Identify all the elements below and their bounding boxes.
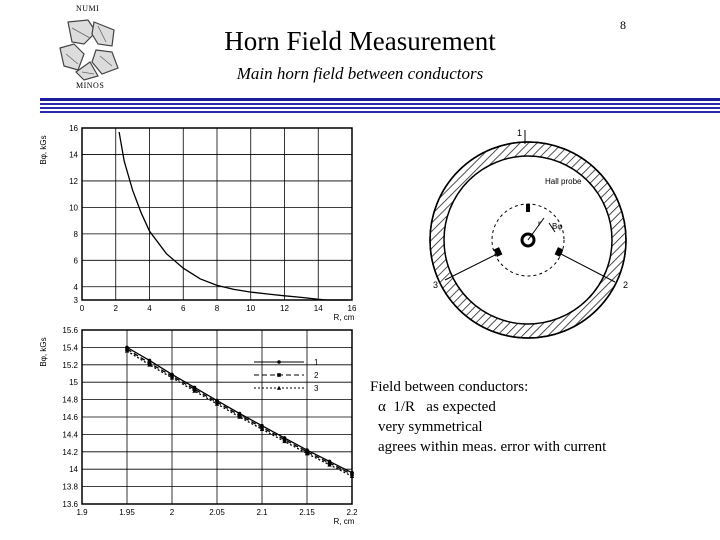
- field-vs-radius-chart: [34, 118, 364, 324]
- divider-bar: [40, 98, 720, 101]
- x-tick-label: 0: [79, 304, 85, 313]
- y-tick-label: 14.4: [62, 430, 78, 440]
- y-tick-label: 13.8: [62, 482, 78, 492]
- x-tick-label: 2.1: [256, 508, 268, 517]
- notes-line-1: α 1/R as expected: [378, 399, 496, 415]
- legend-marker: [277, 360, 281, 364]
- radius-label: r: [538, 219, 541, 228]
- x-tick-label: 6: [181, 304, 186, 313]
- hall-probe-label: Hall probe: [545, 177, 582, 186]
- x-tick-label: 10: [246, 304, 256, 313]
- notes-block: [370, 377, 606, 457]
- slide-title: Horn Field Measurement: [224, 26, 496, 56]
- numi-label: NUMI: [76, 4, 100, 13]
- notes-line-3: agrees within meas. error with current: [378, 439, 607, 455]
- port-3-label: 3: [433, 280, 439, 290]
- x-tick-label: 12: [280, 304, 289, 313]
- legend-label: 1: [314, 358, 319, 367]
- x-tick-label: 1.95: [119, 508, 135, 517]
- x-tick-label: 2.15: [299, 508, 315, 517]
- minos-label: MINOS: [76, 81, 105, 90]
- legend-label: 2: [314, 371, 319, 380]
- x-axis-label: R, cm: [333, 313, 355, 322]
- x-tick-label: 2: [169, 508, 175, 517]
- x-tick-label: 2.2: [346, 508, 358, 517]
- y-tick-label: 14.2: [62, 447, 78, 457]
- x-tick-label: 14: [313, 304, 323, 313]
- y-tick-label: 6: [73, 256, 78, 266]
- y-tick-label: 14: [69, 150, 78, 160]
- y-tick-label: 14: [69, 465, 78, 475]
- y-tick-label: 10: [69, 203, 78, 213]
- x-tick-label: 2.05: [209, 508, 225, 517]
- y-tick-label: 15.6: [62, 326, 78, 335]
- x-tick-label: 16: [347, 304, 357, 313]
- y-tick-label: 15.4: [62, 343, 78, 353]
- field-zoom-chart: [34, 320, 364, 530]
- x-tick-label: 4: [147, 304, 152, 313]
- y-axis-label: Bφ, kGs: [39, 135, 48, 165]
- y-tick-label: 14.6: [62, 413, 78, 422]
- port-2-label: 2: [623, 280, 629, 290]
- x-tick-label: 1.9: [76, 508, 88, 517]
- x-tick-label: 8: [214, 304, 220, 313]
- y-axis-label: Bφ, kGs: [39, 337, 48, 367]
- slide-subtitle: Main horn field between conductors: [236, 64, 484, 83]
- field-label: Bφ: [552, 222, 563, 231]
- divider-bar: [40, 103, 720, 105]
- y-tick-label: 15.2: [62, 360, 78, 370]
- divider-bar: [40, 107, 720, 109]
- notes-heading: Field between conductors:: [370, 379, 529, 395]
- slide-number: 8: [620, 18, 626, 32]
- y-tick-label: 15: [69, 378, 78, 388]
- y-tick-label: 13.6: [62, 500, 78, 509]
- horn-cross-section-diagram: [405, 120, 650, 340]
- x-tick-label: 2: [113, 304, 118, 313]
- header-divider-bars: [40, 98, 720, 118]
- y-tick-label: 12: [69, 176, 78, 186]
- divider-bar: [40, 111, 720, 113]
- y-tick-label: 14.8: [62, 395, 78, 405]
- notes-line-2: very symmetrical: [378, 419, 483, 435]
- x-axis-label: R, cm: [333, 517, 355, 526]
- legend-label: 3: [314, 384, 319, 393]
- legend-marker: [277, 373, 281, 377]
- y-tick-label: 16: [69, 124, 78, 133]
- y-tick-label: 8: [73, 229, 78, 239]
- y-tick-label: 3: [73, 296, 78, 305]
- y-tick-label: 4: [73, 282, 78, 292]
- port-1-label: 1: [517, 128, 523, 138]
